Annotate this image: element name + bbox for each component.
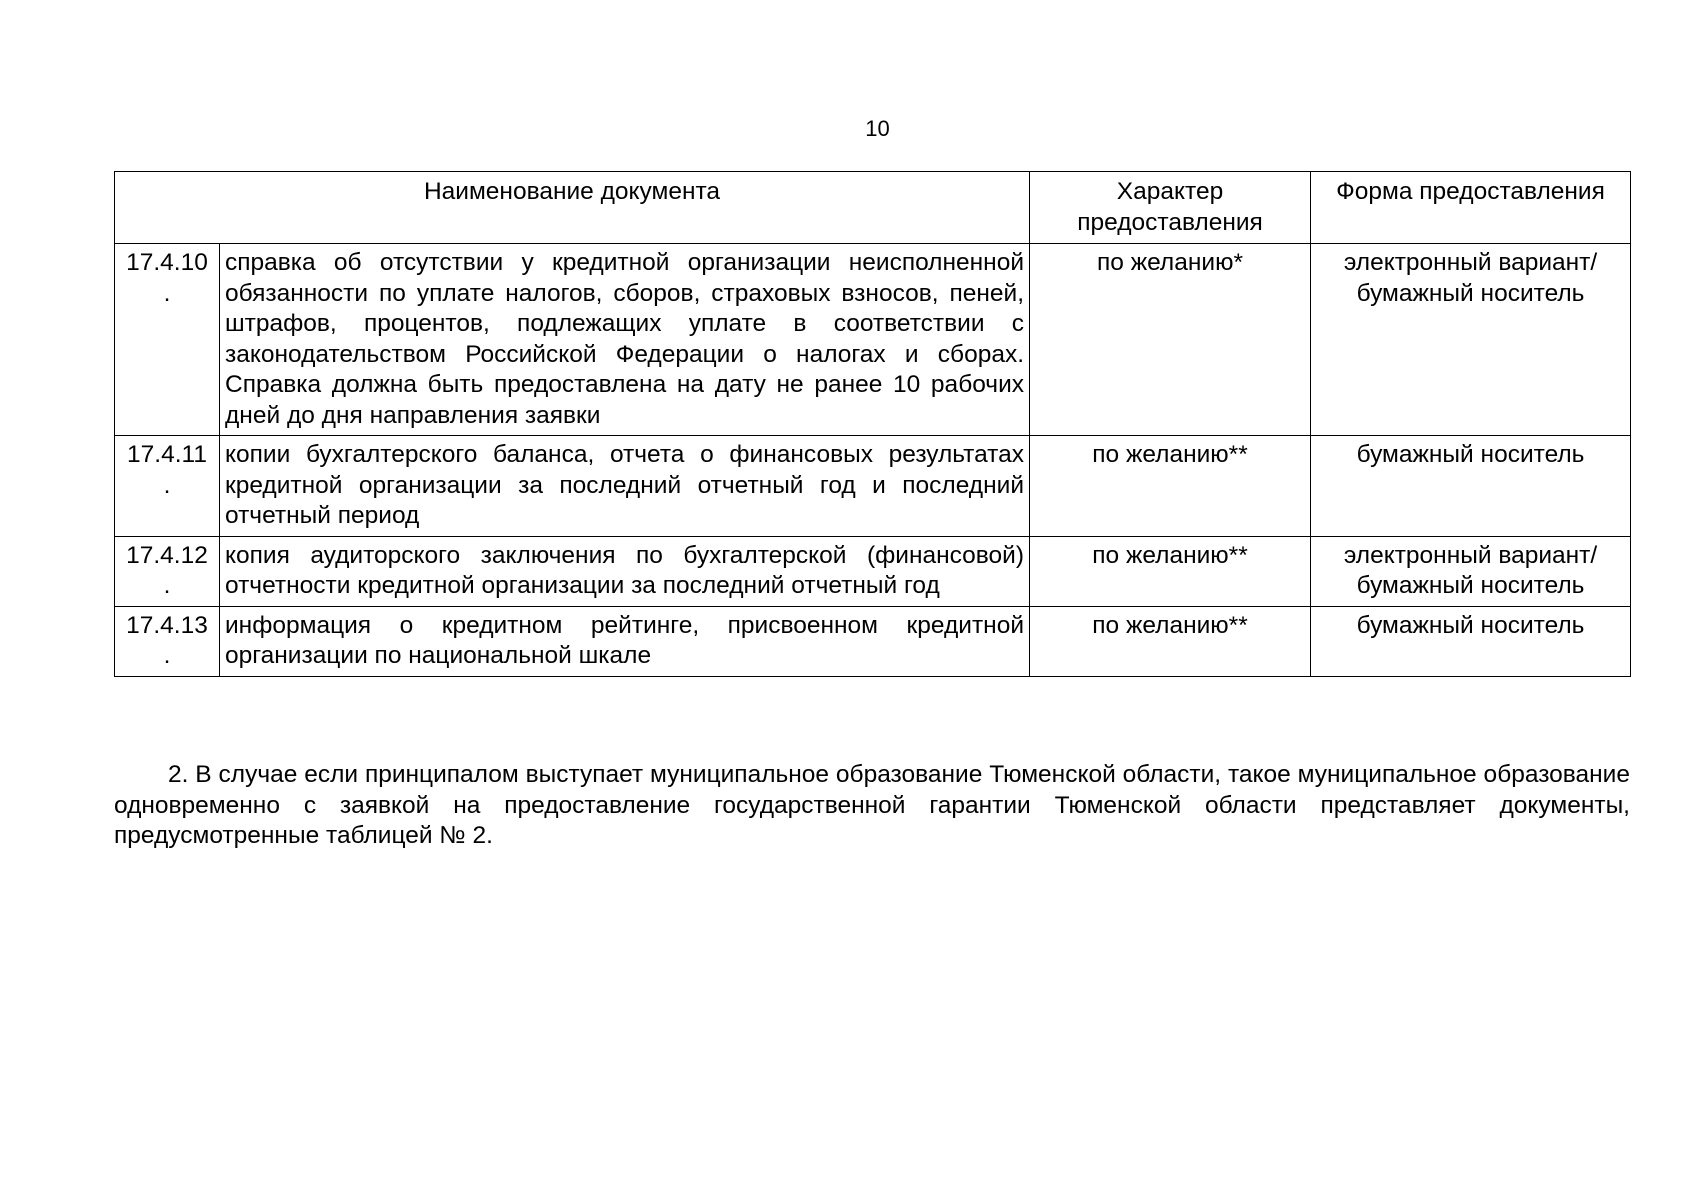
row-form: бумажный носитель	[1311, 606, 1631, 676]
row-document-name: копия аудиторского заключения по бухгалтерской (финансовой) отчетности кредитной организации за последний отчетный год	[220, 536, 1030, 606]
table-row	[115, 244, 1631, 436]
row-number	[115, 536, 220, 606]
table-row	[115, 536, 1631, 606]
table-row	[115, 436, 1631, 537]
row-number-main: 17.4.10	[126, 249, 208, 276]
row-number	[115, 436, 220, 537]
row-number	[115, 244, 220, 436]
row-form: электронный вариант/ бумажный носитель	[1311, 244, 1631, 436]
page-number: 10	[865, 116, 890, 141]
documents-table	[114, 171, 1631, 677]
row-character: по желанию**	[1030, 436, 1311, 537]
row-number-dot: .	[163, 279, 171, 307]
row-character: по желанию**	[1030, 606, 1311, 676]
row-document-name: информация о кредитном рейтинге, присвоенном кредитной организации по национальной шкале	[220, 606, 1030, 676]
row-character: по желанию**	[1030, 536, 1311, 606]
row-number	[115, 606, 220, 676]
row-number-main: 17.4.11	[127, 441, 207, 468]
row-number-dot: .	[163, 642, 171, 669]
table-row	[115, 606, 1631, 676]
header-form: Форма предоставления	[1311, 172, 1631, 244]
row-number-main: 17.4.12	[126, 541, 208, 569]
header-character: Характер предоставления	[1030, 172, 1311, 244]
row-document-name: справка об отсутствии у кредитной организации неисполненной обязанности по уплате налогов, сборов, страховых взносов, пеней, штрафов, процентов, подлежащих уплате в соответствии с законодательством Российской Федерации о налогах и сборах. Справка должна быть предоставлена на дату не ранее 10 рабочих дней до дня направления заявки	[220, 244, 1030, 436]
row-number-dot: .	[163, 572, 171, 599]
row-character: по желанию*	[1030, 244, 1311, 436]
body-paragraph: 2. В случае если принципалом выступает муниципальное образование Тюменской области, такое муниципальное образование одновременно с заявкой на предоставление государственной гарантии Тюменской области представляет документы, предусмотренные таблицей № 2.	[114, 761, 1630, 849]
row-form: бумажный носитель	[1311, 436, 1631, 537]
row-document-name: копии бухгалтерского баланса, отчета о финансовых результатах кредитной организации за последний отчетный год и последний отчетный период	[220, 436, 1030, 537]
table-header-row	[115, 172, 1631, 244]
row-number-dot: .	[163, 471, 171, 499]
header-document-name: Наименование документа	[115, 172, 1030, 244]
row-number-main: 17.4.13	[126, 611, 208, 639]
row-form: электронный вариант/ бумажный носитель	[1311, 536, 1631, 606]
